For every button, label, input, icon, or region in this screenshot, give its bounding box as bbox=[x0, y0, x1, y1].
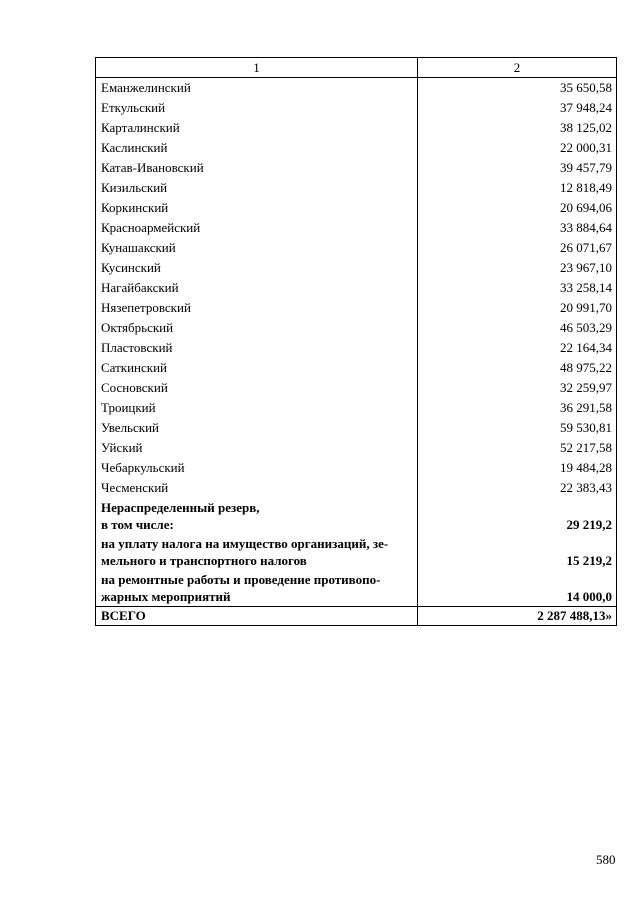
district-name: Чесменский bbox=[96, 478, 418, 498]
column-header-2: 2 bbox=[418, 58, 617, 78]
district-name: Коркинский bbox=[96, 198, 418, 218]
total-label: ВСЕГО bbox=[96, 607, 418, 626]
reserve-row bbox=[96, 498, 617, 534]
district-name: Октябрьский bbox=[96, 318, 418, 338]
repair-fire-label-line-1: на ремонтные работы и проведение противопо- bbox=[101, 572, 381, 587]
district-value: 38 125,02 bbox=[418, 118, 617, 138]
district-name: Сосновский bbox=[96, 378, 418, 398]
table-row bbox=[96, 438, 617, 458]
district-value: 20 694,06 bbox=[418, 198, 617, 218]
district-name: Кусинский bbox=[96, 258, 418, 278]
district-name: Еткульский bbox=[96, 98, 418, 118]
table-row bbox=[96, 458, 617, 478]
total-row bbox=[96, 607, 617, 626]
table-row bbox=[96, 418, 617, 438]
district-value: 52 217,58 bbox=[418, 438, 617, 458]
table-row bbox=[96, 118, 617, 138]
property-tax-label-line-2: мельного и транспортного налогов bbox=[101, 553, 307, 568]
table-footer-body bbox=[96, 498, 617, 626]
table-row bbox=[96, 238, 617, 258]
table-header bbox=[96, 58, 617, 78]
district-name: Катав-Ивановский bbox=[96, 158, 418, 178]
district-value: 37 948,24 bbox=[418, 98, 617, 118]
table-row bbox=[96, 358, 617, 378]
district-value: 35 650,58 bbox=[418, 78, 617, 99]
district-name: Нагайбакский bbox=[96, 278, 418, 298]
district-value: 22 164,34 bbox=[418, 338, 617, 358]
table-row bbox=[96, 258, 617, 278]
district-name: Кизильский bbox=[96, 178, 418, 198]
property-tax-label bbox=[96, 534, 418, 570]
table-row bbox=[96, 138, 617, 158]
district-name: Чебаркульский bbox=[96, 458, 418, 478]
table-row bbox=[96, 338, 617, 358]
table-row bbox=[96, 98, 617, 118]
district-name: Нязепетровский bbox=[96, 298, 418, 318]
district-name: Увельский bbox=[96, 418, 418, 438]
district-name: Уйский bbox=[96, 438, 418, 458]
repair-fire-label-line-2: жарных мероприятий bbox=[101, 589, 231, 604]
district-value: 22 383,43 bbox=[418, 478, 617, 498]
district-name: Кунашакский bbox=[96, 238, 418, 258]
budget-table bbox=[95, 57, 617, 626]
repair-fire-label bbox=[96, 570, 418, 607]
district-name: Карталинский bbox=[96, 118, 418, 138]
district-value: 36 291,58 bbox=[418, 398, 617, 418]
reserve-label-line-1: Нераспределенный резерв, bbox=[101, 500, 260, 515]
district-value: 20 991,70 bbox=[418, 298, 617, 318]
district-value: 12 818,49 bbox=[418, 178, 617, 198]
table-row bbox=[96, 278, 617, 298]
table-row bbox=[96, 78, 617, 99]
district-value: 26 071,67 bbox=[418, 238, 617, 258]
district-value: 23 967,10 bbox=[418, 258, 617, 278]
repair-fire-row bbox=[96, 570, 617, 607]
district-value: 22 000,31 bbox=[418, 138, 617, 158]
district-value: 48 975,22 bbox=[418, 358, 617, 378]
property-tax-label-line-1: на уплату налога на имущество организаций, зе- bbox=[101, 536, 389, 551]
header-row bbox=[96, 58, 617, 78]
district-name: Красноармейский bbox=[96, 218, 418, 238]
reserve-label bbox=[96, 498, 418, 534]
table-row bbox=[96, 378, 617, 398]
reserve-label-line-2: в том числе: bbox=[101, 517, 174, 532]
district-name: Троицкий bbox=[96, 398, 418, 418]
table-row bbox=[96, 318, 617, 338]
district-value: 39 457,79 bbox=[418, 158, 617, 178]
table-row bbox=[96, 478, 617, 498]
district-value: 33 884,64 bbox=[418, 218, 617, 238]
district-name: Саткинский bbox=[96, 358, 418, 378]
table-row bbox=[96, 178, 617, 198]
district-name: Каслинский bbox=[96, 138, 418, 158]
district-value: 32 259,97 bbox=[418, 378, 617, 398]
district-value: 59 530,81 bbox=[418, 418, 617, 438]
table-row bbox=[96, 298, 617, 318]
property-tax-value: 15 219,2 bbox=[418, 534, 617, 570]
total-value: 2 287 488,13» bbox=[418, 607, 617, 626]
district-name: Еманжелинский bbox=[96, 78, 418, 99]
district-value: 33 258,14 bbox=[418, 278, 617, 298]
table-body bbox=[96, 78, 617, 499]
table-row bbox=[96, 218, 617, 238]
table-row bbox=[96, 158, 617, 178]
table-row bbox=[96, 198, 617, 218]
column-header-1: 1 bbox=[96, 58, 418, 78]
district-value: 46 503,29 bbox=[418, 318, 617, 338]
district-name: Пластовский bbox=[96, 338, 418, 358]
repair-fire-value: 14 000,0 bbox=[418, 570, 617, 607]
district-value: 19 484,28 bbox=[418, 458, 617, 478]
property-tax-row bbox=[96, 534, 617, 570]
reserve-value: 29 219,2 bbox=[418, 498, 617, 534]
page-number: 580 bbox=[596, 852, 616, 867]
table-row bbox=[96, 398, 617, 418]
